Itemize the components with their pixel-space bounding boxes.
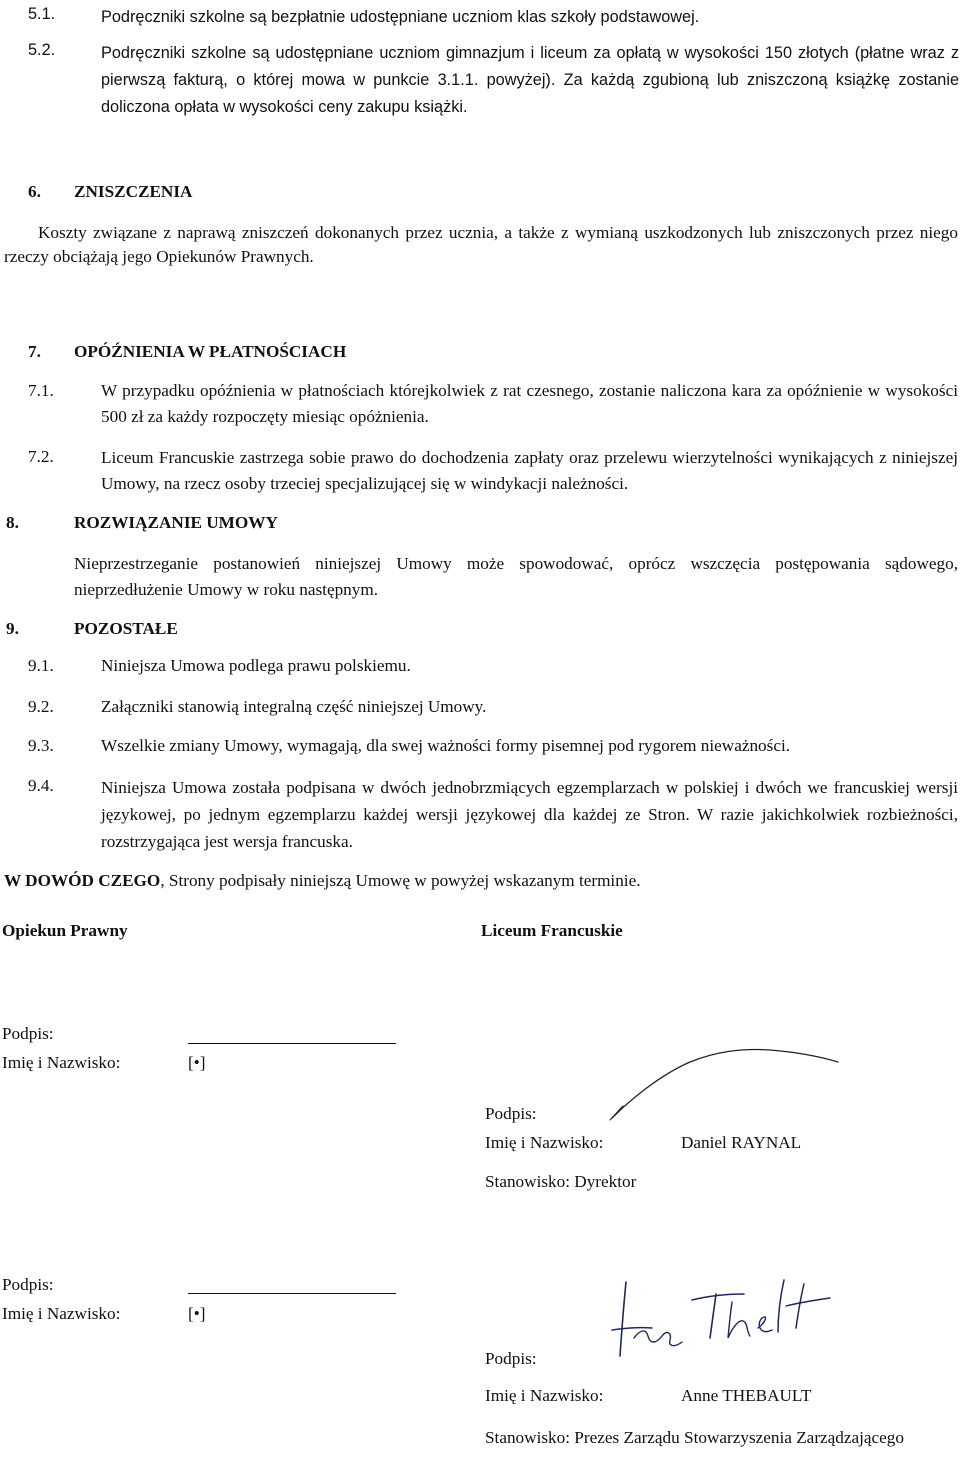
name-placeholder: [•] <box>188 1053 206 1072</box>
signature-thebault <box>608 1272 838 1367</box>
clause-number: 9.1. <box>28 656 54 675</box>
clause-number: 9.3. <box>28 736 54 755</box>
section-number: 9. <box>6 619 19 638</box>
podpis-label: Podpis: <box>2 1275 54 1294</box>
section-heading: OPÓŹNIENIA W PŁATNOŚCIACH <box>74 342 347 361</box>
witness-clause <box>4 871 641 891</box>
clause-5-2: Podręczniki szkolne są udostępniane uczniom gimnazjum i liceum za opłatą w wysokości 150 złotych (płatne wraz z pierwszą fakturą, o której mowa w punkcie 3.1.1. powyżej). Za każdą zgubioną lub zniszczoną książkę zostanie doliczona opłata w wysokości ceny zakupu książki. <box>101 44 959 116</box>
clause-number: 7.2. <box>28 447 54 466</box>
party-left-heading: Opiekun Prawny <box>2 921 128 940</box>
clause-9-2: Załączniki stanowią integralną część niniejszej Umowy. <box>101 697 487 716</box>
section-number: 7. <box>28 342 41 361</box>
clause-7-2: Liceum Francuskie zastrzega sobie prawo do dochodzenia zapłaty oraz przelewu wierzytelności wynikających z niniejszej Umowy, na rzecz osoby trzeciej specjalizującej się w windykacji należności. <box>101 448 958 493</box>
signature-line <box>188 1043 396 1044</box>
clause-5-1: Podręczniki szkolne są bezpłatnie udostępniane uczniom klas szkoły podstawowej. <box>101 8 700 26</box>
podpis-label: Podpis: <box>2 1024 54 1043</box>
section-heading: ROZWIĄZANIE UMOWY <box>74 513 278 532</box>
section-heading: ZNISZCZENIA <box>74 182 193 201</box>
clause-number: 5.2. <box>28 41 56 59</box>
clause-number: 9.4. <box>28 776 54 795</box>
section-8-text: Nieprzestrzeganie postanowień niniejszej Umowy może spowodować, oprócz wszczęcia postępowania sądowego, nieprzedłużenie Umowy w roku następnym. <box>74 554 958 599</box>
section-number: 6. <box>28 182 41 201</box>
signatory-name: Daniel RAYNAL <box>681 1133 802 1152</box>
section-6-text: Koszty związane z naprawą zniszczeń dokonanych przez ucznia, a także z wymianą uszkodzonych lub zniszczonych przez niego rzeczy obciążają jego Opiekunów Prawnych. <box>4 223 958 266</box>
section-heading: POZOSTAŁE <box>74 619 178 638</box>
party-right-heading: Liceum Francuskie <box>481 921 623 940</box>
podpis-label: Podpis: <box>485 1104 537 1123</box>
clause-number: 5.1. <box>28 5 56 23</box>
podpis-label: Podpis: <box>485 1349 537 1368</box>
clause-9-3: Wszelkie zmiany Umowy, wymagają, dla swej ważności formy pisemnej pod rygorem nieważności. <box>101 736 791 755</box>
signatory-name: Anne THEBAULT <box>681 1386 812 1405</box>
name-label: Imię i Nazwisko: <box>485 1386 604 1405</box>
name-label: Imię i Nazwisko: <box>2 1053 121 1072</box>
clause-9-1: Niniejsza Umowa podlega prawu polskiemu. <box>101 656 411 675</box>
signature-raynal <box>590 1040 850 1130</box>
witness-rest: , Strony podpisały niniejszą Umowę w powyżej wskazanym terminie. <box>160 871 641 890</box>
clause-9-4: Niniejsza Umowa została podpisana w dwóch jednobrzmiących egzemplarzach w polskiej i dwóch we francuskiej wersji językowej, po jednym egzemplarzu każdej wersji językowej dla każdej ze Stron. W razie jakichkolwiek rozbieżności, rozstrzygająca jest wersja francuska. <box>101 778 958 851</box>
signature-line <box>188 1293 396 1294</box>
clause-number: 7.1. <box>28 381 54 400</box>
name-label: Imię i Nazwisko: <box>485 1133 604 1152</box>
clause-number: 9.2. <box>28 697 54 716</box>
clause-7-1: W przypadku opóźnienia w płatnościach którejkolwiek z rat czesnego, zostanie naliczona kara za opóźnienie w wysokości 500 zł za każdy rozpoczęty miesiąc opóżnienia. <box>101 381 958 426</box>
section-number: 8. <box>6 513 19 532</box>
witness-lead: W DOWÓD CZEGO <box>4 871 161 890</box>
name-placeholder: [•] <box>188 1304 206 1323</box>
name-label: Imię i Nazwisko: <box>2 1304 121 1323</box>
position-label: Stanowisko: Dyrektor <box>485 1172 637 1191</box>
position-label: Stanowisko: Prezes Zarządu Stowarzyszenia Zarządzającego <box>485 1428 904 1447</box>
